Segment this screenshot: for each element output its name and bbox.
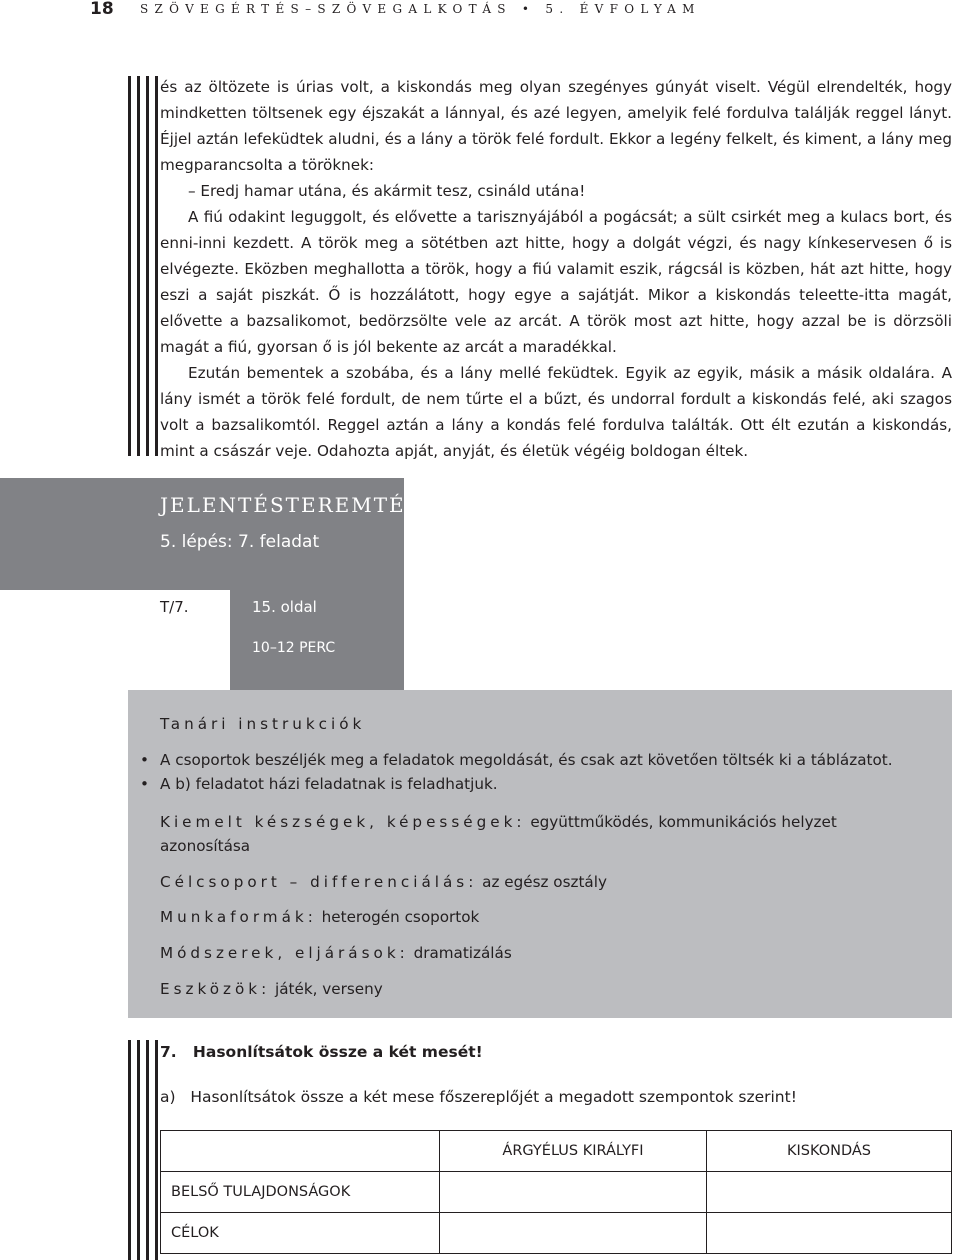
tools-row: [160, 977, 383, 1001]
section-reference: T/7.: [160, 598, 189, 616]
target-row: [160, 870, 607, 894]
tools-value: játék, verseny: [275, 980, 383, 998]
instructions-heading: Tanári instrukciók: [160, 715, 366, 733]
margin-bars-top: [128, 76, 158, 456]
subtask-text: Hasonlítsátok össze a két mese főszereplőjét a megadott szempontok szerint!: [190, 1088, 797, 1106]
margin-bars-bottom: [128, 1040, 158, 1260]
methods-label: Módszerek, eljárások:: [160, 944, 409, 962]
section-time: 10–12 PERC: [252, 640, 336, 656]
running-title: SZÖVEGÉRTÉS–SZÖVEGALKOTÁS • 5. ÉVFOLYAM: [140, 2, 701, 16]
table-cell[interactable]: [707, 1172, 952, 1213]
task-title: Hasonlítsátok össze a két mesét!: [192, 1043, 483, 1061]
page-number: 18: [90, 0, 114, 19]
skills-row: [160, 810, 930, 858]
table-cell[interactable]: [440, 1213, 707, 1254]
instruction-item: • A b) feladatot házi feladatnak is feladhatjuk.: [160, 772, 930, 796]
methods-row: [160, 941, 512, 965]
table-header-arygelus: ÁRGYÉLUS KIRÁLYFI: [440, 1131, 707, 1172]
instruction-item: • A csoportok beszéljék meg a feladatok megoldását, és csak azt követően töltsék ki a táblázatot.: [160, 748, 930, 772]
target-value: az egész osztály: [482, 873, 607, 891]
subtask-letter: a): [160, 1088, 176, 1106]
task-subitem: [160, 1085, 797, 1109]
task-heading: [160, 1040, 483, 1064]
teacher-instructions-box: [128, 690, 952, 1018]
table-cell[interactable]: [440, 1172, 707, 1213]
table-row: [161, 1213, 952, 1254]
story-paragraph-2: A fiú odakint leguggolt, és elővette a tarisznyájából a pogácsát; a sült csirkét meg a kulacs bort, és enni-inni kezdett. A török meg a sötétben azt hitte, hogy a dolgát végzi, és nagy kínkeservesen ő is elvégezte. Eközben meghallotta a török, hogy a fiú valamit eszik, rágcsál is közben, hát azt hitte, hogy eszi a saját piszkát. Ő is hozzálátott, hogy egye a sajátját. Mikor a kiskondás teleette-itta magát, elővette a bazsalikomot, bedörzsölte vele az arcát. A török most azt hitte, hogy azzal be is dörzsöli magát a fiú, gyorsan ő is jól bekente az arcát a maradékkal.: [160, 208, 952, 356]
table-row: [161, 1131, 952, 1172]
story-text: [160, 74, 952, 464]
section-title: JELENTÉSTEREMTÉS: [160, 493, 422, 517]
story-paragraph-1: és az öltözete is úrias volt, a kiskondás meg olyan szegényes gúnyát viselt. Végül elrendelték, hogy mindketten töltsenek egy éjszakát a lánnyal, és azé legyen, amelyik felé fordulva találják reggel lányt. Éjjel aztán lefeküdtek aludni, és a lány a török felé fordult. Ekkor a legény felkelt, és kiment, a lány meg megparancsolta a töröknek:: [160, 78, 952, 174]
work-row: [160, 905, 479, 929]
instructions-list: [160, 748, 930, 796]
story-paragraph-3: Ezután bementek a szobába, és a lány mellé feküdtek. Egyik az egyik, másik a másik oldalára. A lány ismét a török felé fordult, de nem tűrte el a bűzt, és undorral fordult a kiskondás felé, aki szagos volt a bazsalikomtól. Reggel aztán a lány a kondás felé fordulva találták. Ott élt ezután a kiskondás, mint a császár veje. Odahozta apját, anyját, és életük végéig boldogan éltek.: [160, 364, 952, 460]
target-label: Célcsoport – differenciálás:: [160, 873, 478, 891]
skills-value: együttműködés, kommunikációs helyzet azonosítása: [160, 813, 837, 855]
table-cell[interactable]: [707, 1213, 952, 1254]
table-cell: [161, 1131, 440, 1172]
table-row: [161, 1172, 952, 1213]
story-dialogue: – Eredj hamar utána, és akármit tesz, csináld utána!: [188, 182, 586, 200]
table-header-kiskondas: KISKONDÁS: [707, 1131, 952, 1172]
methods-value: dramatizálás: [413, 944, 512, 962]
task-number: 7.: [160, 1043, 177, 1061]
table-row-label: CÉLOK: [161, 1213, 440, 1254]
skills-label: Kiemelt készségek, képességek:: [160, 813, 526, 831]
tools-label: Eszközök:: [160, 980, 271, 998]
comparison-table: [160, 1130, 952, 1254]
section-page: 15. oldal: [252, 598, 317, 616]
work-label: Munkaformák:: [160, 908, 317, 926]
work-value: heterogén csoportok: [321, 908, 480, 926]
table-row-label: BELSŐ TULAJDONSÁGOK: [161, 1172, 440, 1213]
section-step: 5. lépés: 7. feladat: [160, 532, 320, 552]
